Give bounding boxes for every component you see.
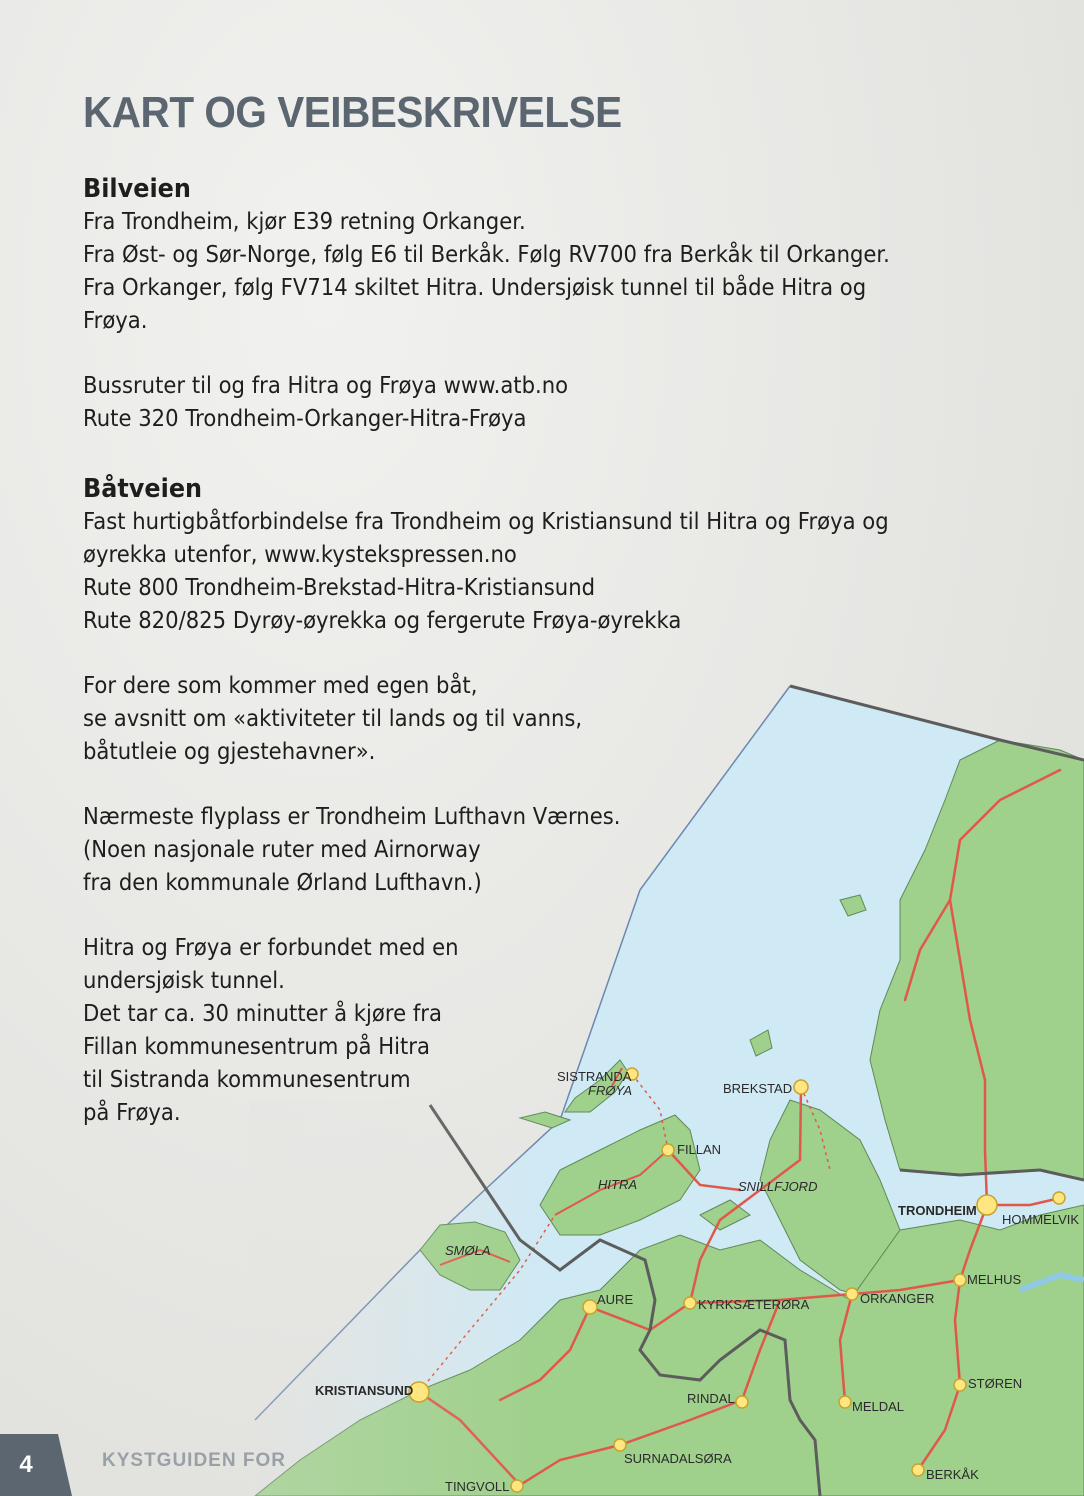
town-marker-kyrksaeterora	[684, 1297, 696, 1309]
bus-line: Bussruter til og fra Hitra og Frøya www.atb.no	[83, 373, 569, 399]
label-fillan: FILLAN	[677, 1142, 722, 1157]
tunnel-line: undersjøisk tunnel.	[83, 968, 285, 994]
label-kristiansund: KRISTIANSUND	[315, 1383, 414, 1398]
tunnel-line: på Frøya.	[83, 1100, 181, 1126]
airport-line: (Noen nasjonale ruter med Airnorway	[83, 837, 481, 863]
label-berkak: BERKÅK	[926, 1467, 979, 1482]
label-froya: FRØYA	[588, 1083, 633, 1098]
town-marker-rindal	[736, 1396, 748, 1408]
bilveien-line: Fra Øst- og Sør-Norge, følg E6 til Berkåk. Følg RV700 fra Berkåk til Orkanger.	[83, 242, 890, 268]
tunnel-line: til Sistranda kommunesentrum	[83, 1067, 411, 1093]
label-kyrksaeterora: KYRKSÆTERØRA	[698, 1297, 810, 1312]
label-trondheim: TRONDHEIM	[898, 1203, 977, 1218]
bilveien-line: Fra Trondheim, kjør E39 retning Orkanger.	[83, 209, 526, 235]
label-surnadalsora: SURNADALSØRA	[624, 1451, 732, 1466]
town-marker-storen	[954, 1379, 966, 1391]
label-orkanger: ORKANGER	[860, 1291, 935, 1306]
label-brekstad: BREKSTAD	[723, 1081, 793, 1096]
directions-text	[83, 172, 939, 1130]
batveien-line: Rute 820/825 Dyrøy-øyrekka og fergerute Frøya-øyrekka	[83, 608, 682, 634]
label-meldal: MELDAL	[852, 1399, 905, 1414]
batveien-line: øyrekka utenfor, www.kystekspressen.no	[83, 542, 517, 568]
publication-title: KYSTGUIDEN FOR	[102, 1450, 286, 1471]
town-marker-meldal	[839, 1396, 851, 1408]
label-hommelvik: HOMMELVIK	[1002, 1212, 1080, 1227]
own-boat-line: For dere som kommer med egen båt,	[83, 673, 478, 699]
own-boat-line: se avsnitt om «aktiviteter til lands og til vanns,	[83, 706, 583, 732]
bilveien-line: Fra Orkanger, følg FV714 skiltet Hitra. Undersjøisk tunnel til både Hitra og	[83, 275, 867, 301]
batveien-heading: Båtveien	[83, 474, 203, 504]
tunnel-line: Fillan kommunesentrum på Hitra	[83, 1034, 430, 1060]
town-marker-fillan	[662, 1144, 674, 1156]
town-marker-trondheim	[977, 1195, 997, 1215]
label-sistranda: SISTRANDA	[557, 1069, 632, 1084]
label-aure: AURE	[597, 1292, 634, 1307]
label-hitra: HITRA	[598, 1177, 637, 1192]
town-marker-berkak	[912, 1464, 924, 1476]
own-boat-line: båtutleie og gjestehavner».	[83, 739, 376, 765]
label-storen: STØREN	[968, 1376, 1023, 1391]
town-marker-hommelvik	[1053, 1192, 1065, 1204]
bilveien-line: Frøya.	[83, 308, 148, 334]
airport-line: Nærmeste flyplass er Trondheim Lufthavn Værnes.	[83, 804, 621, 830]
page-number: 4	[19, 1451, 33, 1478]
tunnel-line: Det tar ca. 30 minutter å kjøre fra	[83, 1001, 442, 1027]
label-smola: SMØLA	[445, 1243, 491, 1258]
town-marker-surnadalsora	[614, 1439, 626, 1451]
batveien-line: Fast hurtigbåtforbindelse fra Trondheim og Kristiansund til Hitra og Frøya og	[83, 509, 889, 535]
tunnel-line: Hitra og Frøya er forbundet med en	[83, 935, 459, 961]
label-rindal: RINDAL	[687, 1391, 735, 1406]
town-marker-melhus	[954, 1274, 966, 1286]
town-marker-aure	[583, 1300, 597, 1314]
town-marker-tingvoll	[511, 1480, 523, 1492]
label-snillfjord: SNILLFJORD	[738, 1179, 818, 1194]
bilveien-heading: Bilveien	[83, 174, 191, 204]
label-melhus: MELHUS	[967, 1272, 1022, 1287]
airport-line: fra den kommunale Ørland Lufthavn.)	[83, 870, 482, 896]
page-title: KART OG VEIBESKRIVELSE	[83, 88, 622, 137]
bus-line: Rute 320 Trondheim-Orkanger-Hitra-Frøya	[83, 406, 527, 432]
label-tingvoll: TINGVOLL	[445, 1479, 510, 1494]
town-marker-orkanger	[846, 1288, 858, 1300]
batveien-line: Rute 800 Trondheim-Brekstad-Hitra-Kristiansund	[83, 575, 596, 601]
